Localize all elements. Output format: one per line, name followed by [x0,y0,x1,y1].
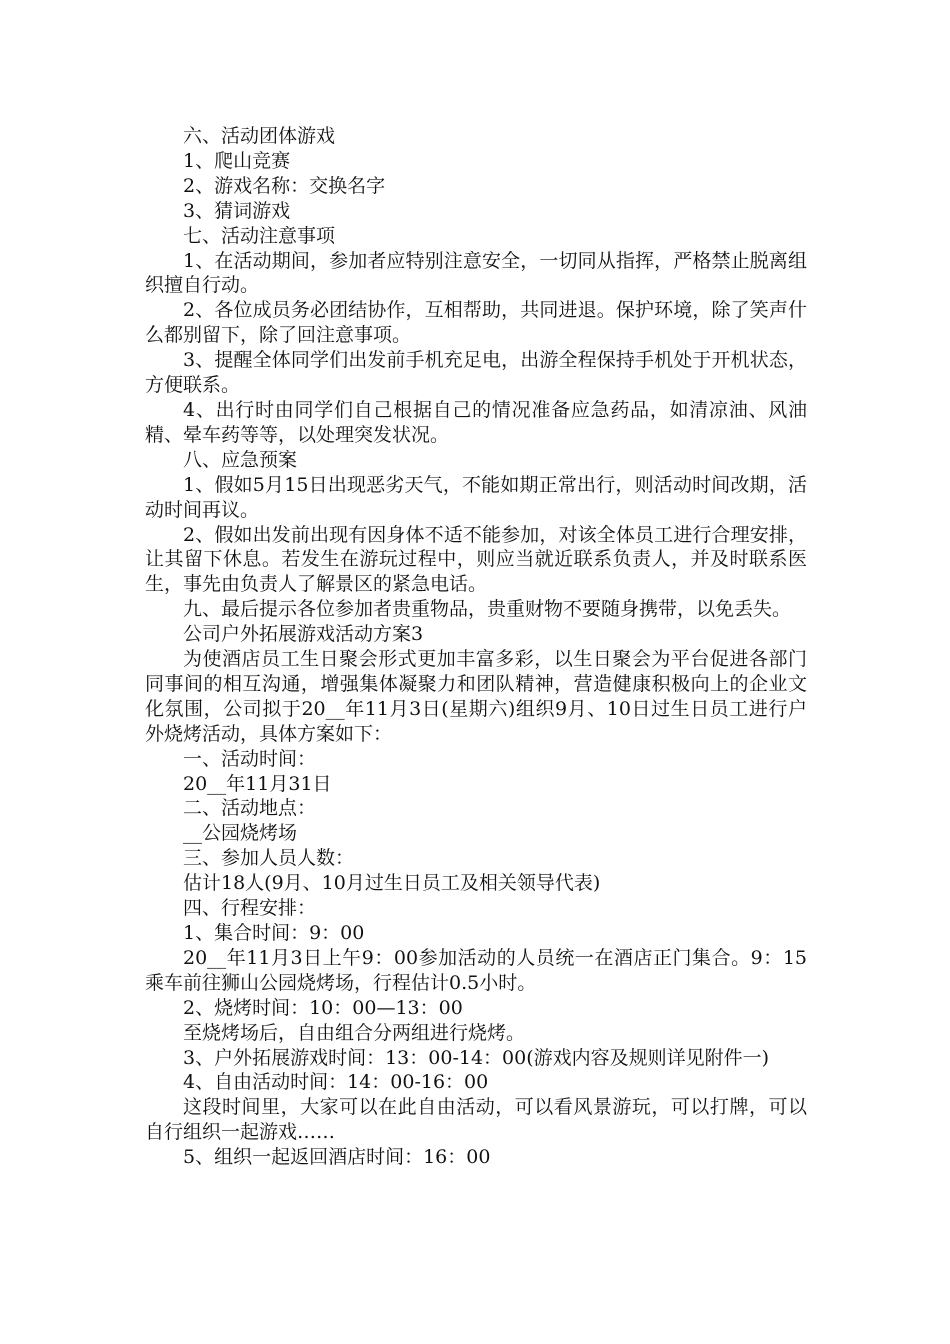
paragraph: 这段时间里，大家可以在此自由活动，可以看风景游玩，可以打牌，可以自行组织一起游戏…… [145,1096,807,1144]
heading-activity-time: 一、活动时间： [183,747,317,770]
list-item: 5、组织一起返回酒店时间：16：00 [183,1146,491,1169]
heading-activity-location: 二、活动地点： [183,797,317,820]
paragraph: 为使酒店员工生日聚会形式更加丰富多彩，以生日聚会为平台促进各部门同事间的相互沟通，增强集体凝聚力和团队精神，营造健康积极向上的企业文化氛围，公司拟于20__年11月3日(星期六)组织9月、10日过生日员工进行户外烧烤活动，具体方案如下： [145,648,807,745]
heading-emergency-plan: 八、应急预案 [183,448,298,471]
paragraph: 2、假如出发前出现有因身体不适不能参加，对该全体员工进行合理安排，让其留下休息。若发生在游玩过程中，则应当就近联系负责人，并及时联系医生，事先由负责人了解景区的紧急电话。 [145,523,807,596]
list-item: 1、集合时间：9：00 [183,922,365,944]
list-item: 3、户外拓展游戏时间：13：00-14：00(游戏内容及规则详见附件一) [183,1046,770,1069]
heading-itinerary: 四、行程安排： [183,897,317,920]
paragraph: 20__年11月31日 [183,772,332,795]
section-title: 公司户外拓展游戏活动方案3 [183,623,424,646]
heading-group-games: 六、活动团体游戏 [183,125,336,147]
document-body [145,124,807,1170]
paragraph: 至烧烤场后，自由组合分两组进行烧烤。 [183,1021,526,1044]
paragraph: __公园烧烤场 [183,822,298,845]
paragraph: 20__年11月3日上午9：00参加活动的人员统一在酒店正门集合。9：15乘车前往狮山公园烧烤场，行程估计0.5小时。 [145,946,807,994]
paragraph: 4、出行时由同学们自己根据自己的情况准备应急药品，如清凉油、风油精、晕车药等等，以处理突发状况。 [145,398,807,446]
list-item: 4、自由活动时间：14：00-16：00 [183,1071,489,1094]
paragraph: 九、最后提示各位参加者贵重物品，贵重财物不要随身携带，以免丢失。 [183,598,792,621]
paragraph: 3、提醒全体同学们出发前手机充足电，出游全程保持手机处于开机状态，方便联系。 [145,349,807,397]
heading-precautions: 七、活动注意事项 [183,224,336,247]
list-item: 3、猜词游戏 [183,199,291,222]
list-item: 1、爬山竞赛 [183,149,291,172]
paragraph: 1、假如5月15日出现恶劣天气，不能如期正常出行，则活动时间改期，活动时间再议。 [145,473,807,521]
paragraph: 1、在活动期间，参加者应特别注意安全，一切同从指挥，严格禁止脱离组织擅自行动。 [145,249,807,297]
list-item: 2、烧烤时间：10：00—13：00 [183,996,463,1019]
paragraph: 估计18人(9月、10月过生日员工及相关领导代表) [183,872,601,895]
paragraph: 2、各位成员务必团结协作，互相帮助，共同进退。保护环境，除了笑声什么都别留下，除了回注意事项。 [145,299,807,347]
heading-participants: 三、参加人员人数： [183,847,355,870]
list-item: 2、游戏名称：交换名字 [183,174,386,197]
